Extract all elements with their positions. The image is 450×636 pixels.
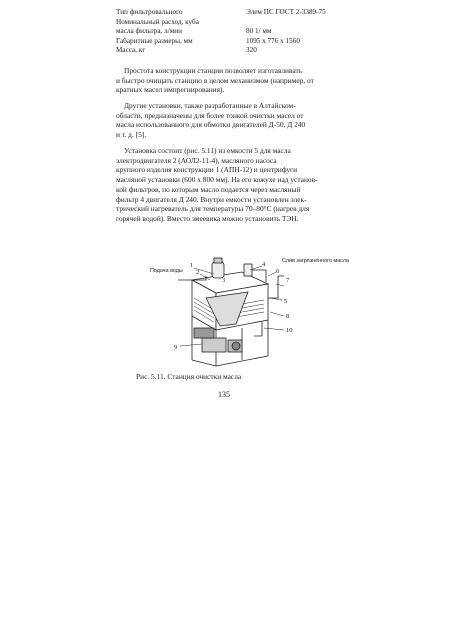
spec-row: [116, 27, 356, 37]
text-line: электродвигателя 2 (АОЛ2-11-4), масляного насоса: [116, 155, 277, 165]
figure-number-6: 6: [276, 268, 280, 275]
spec-row: [116, 8, 356, 18]
text-line: Установка состоит (рис. 5.11) из емкости 5 для масла: [124, 146, 291, 155]
figure-number-8: 8: [286, 313, 290, 320]
figure-number-5: 5: [284, 298, 288, 305]
paragraph-2: [116, 101, 362, 140]
text-line: Другие установки, также разработанные в Алтайском-: [124, 101, 296, 110]
spec-row: [116, 46, 356, 56]
text-line: и т. д. [5].: [116, 130, 147, 140]
paragraph-1: [116, 66, 362, 95]
text-line: масла использованного для обмотки двигателей Д-50, Д 240: [116, 120, 306, 130]
figure-number-4: 4: [262, 261, 266, 268]
figure-number-3: 3: [222, 277, 226, 284]
spec-value: 1095 х 776 х 1560: [246, 36, 300, 45]
spec-name: Тип фильтровального: [116, 8, 183, 16]
figure-caption: Рис. 5.11. Станция очистки масла: [136, 372, 242, 381]
text-line: крупного изделия конструкции 1 (АПН-12) и центрифуги: [116, 165, 298, 175]
page-number: 135: [218, 390, 230, 399]
spec-value: 320: [246, 46, 257, 55]
spec-value: [246, 18, 356, 28]
text-line: области, предназначены для более тонкой очистки масел от: [116, 110, 304, 120]
figure-number-9: 9: [174, 344, 178, 351]
spec-name: Габаритные размеры, мм: [116, 36, 193, 45]
spec-value: 80 1/ мм: [246, 27, 272, 36]
spec-value: Элем ПС ГОСТ 2-3389-75: [246, 8, 326, 16]
spec-table: [116, 8, 356, 56]
spec-name: Масса, кг: [116, 46, 146, 55]
text-line: масляной установки (600 х 800 мм). На его кожухе над установ-: [116, 175, 318, 185]
spec-row: [116, 18, 356, 28]
spec-name: Номинальный расход, куба: [116, 17, 199, 26]
figure-number-1: 1: [190, 262, 194, 269]
text-line: фильтр 4 двигателя Д 240. Внутри емкости установлен элек-: [116, 194, 307, 204]
spec-row: [116, 37, 356, 47]
paragraph-3: [116, 146, 362, 224]
text-line: Простота конструкции станции позволяет изготавливать: [124, 66, 303, 75]
spec-name: масла фильтра, л/мин: [116, 27, 182, 36]
text-line: кой фильтров, по которым масло подается через масляный: [116, 184, 301, 194]
text-line: кратных масел импрегнирования).: [116, 85, 225, 95]
figure-number-7: 7: [286, 277, 290, 284]
figure-number-2: 2: [196, 269, 200, 276]
figure-label-right: Слив загрязнённого масла: [282, 258, 349, 264]
station-figure: [150, 258, 349, 370]
text-line: трический нагреватель для температуры 70–80°С (нагрев для: [116, 204, 310, 214]
text-line: горячей водой). Вместо змеевика можно установить ТЭН.: [116, 213, 299, 223]
figure-number-10: 10: [286, 327, 293, 334]
text-line: и быстро очищать станцию в целом механизмом (например, от: [116, 75, 314, 85]
figure-label-left: Подача воды: [150, 268, 183, 274]
